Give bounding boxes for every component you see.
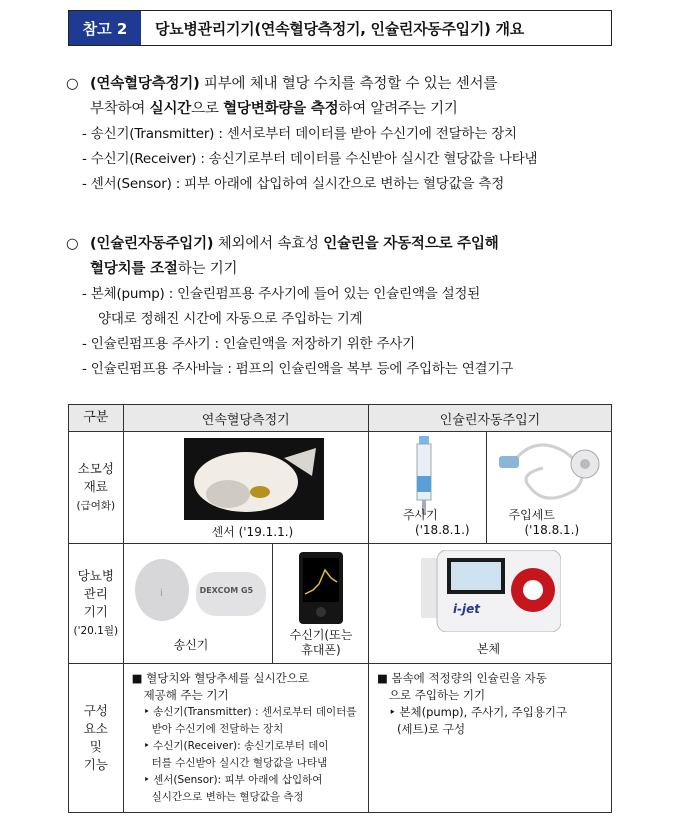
syringe-caption: 주사기	[402, 508, 438, 522]
pump-item-body: - 본체(pump) : 인슐린펌프용 주사기에 들어 있는 인슐린액을 설정된	[82, 286, 481, 302]
cgm-intro-line2: 부착하여 실시간으로 혈당변화량을 측정하여 알려주는 기기	[90, 101, 458, 117]
row-label-consumables: 소모성 재료 (급여화)	[69, 432, 124, 544]
table-row	[69, 432, 612, 544]
pump-infusion-set-cell: 주입세트 ('18.8.1.)	[486, 432, 612, 544]
reference-tag: 참고 2	[69, 11, 141, 45]
dexcom-label: DEXCOM G5	[199, 586, 254, 595]
pump-item-body-cont: 양대로 정해진 시간에 자동으로 주입하는 기계	[98, 311, 363, 327]
cgm-item-sensor: - 센서(Sensor) : 피부 아래에 삽입하여 실시간으로 변하는 혈당값을 측정	[82, 176, 505, 192]
pump-item-needle: - 인슐린펌프용 주사바늘 : 펌프의 인슐린액을 복부 등에 주입하는 연결기구	[82, 361, 514, 377]
device-comparison-table	[68, 404, 612, 813]
cgm-intro-line1: ○ (연속혈당측정기) 피부에 체내 혈당 수치를 측정할 수 있는 센서를	[66, 76, 498, 92]
header-category: 구분	[69, 405, 124, 432]
table-header-row	[69, 405, 612, 432]
transmitter-cell	[123, 544, 272, 664]
pump-item-syringe: - 인슐린펌프용 주사기 : 인슐린액을 저장하기 위한 주사기	[82, 336, 416, 352]
pump-body-cell	[368, 544, 611, 664]
section-header	[68, 10, 612, 46]
sensor-caption: 센서 ('19.1.1.)	[211, 525, 294, 539]
sensor-patch-image	[184, 438, 324, 520]
pump-function-cell: ■ 몸속에 적정량의 인슐린을 자동 으로 주입하는 기기 ‣ 본체(pump), 주사기, 주입용기구 (세트)로 구성	[368, 664, 611, 813]
pump-intro-line1: ○ (인슐린자동주입기) 체외에서 속효성 인슐린을 자동적으로 주입해	[66, 236, 499, 252]
row-label-function: 구성 요소 및 기능	[69, 664, 124, 813]
cgm-section	[66, 72, 626, 197]
table-row	[69, 664, 612, 813]
svg-text:i: i	[159, 588, 163, 599]
header-pump: 인슐린자동주입기	[368, 405, 611, 432]
pump-brand: i-jet	[452, 602, 481, 616]
pump-syringe-cell: 주사기 ('18.8.1.)	[368, 432, 486, 544]
receiver-caption: 수신기(또는 휴대폰)	[289, 628, 353, 657]
header-cgm: 연속혈당측정기	[123, 405, 368, 432]
page-title: 당뇨병관리기기(연속혈당측정기, 인슐린자동주입기) 개요	[155, 19, 524, 38]
cgm-lead: (연속혈당측정기)	[90, 76, 200, 92]
transmitter-caption: 송신기	[173, 638, 209, 652]
syringe-image	[413, 436, 435, 516]
pump-section	[66, 232, 626, 382]
infusion-set-caption: 주입세트	[508, 508, 555, 522]
table-row	[69, 544, 612, 664]
cgm-function-cell: ■ 혈당치와 혈당추세를 실시간으로 제공해 주는 기기 ‣ 송신기(Transmitter) : 센서로부터 데이터를 받아 수신기에 전달하는 장치 ‣ 수신기(Receiver): 송신기로부터 데이 터를 수신받아 실시간 혈당값을 나타냄 ‣ 센서(Sensor): 피부 아래에 삽입하여 실시간으로 변하는 혈당값을 측정	[123, 664, 368, 813]
insulin-pump-image	[421, 550, 561, 632]
infusion-set-image	[495, 438, 605, 508]
row-label-devices: 당뇨병 관리 기기 ('20.1월)	[69, 544, 124, 664]
cgm-sensor-cell	[123, 432, 368, 544]
pump-intro-line2: 혈당치를 조절하는 기기	[90, 261, 238, 277]
pump-body-caption: 본체	[476, 642, 501, 656]
cgm-item-transmitter: - 송신기(Transmitter) : 센서로부터 데이터를 받아 수신기에 전달하는 장치	[82, 126, 517, 142]
receiver-cell	[272, 544, 368, 664]
receiver-image	[299, 552, 343, 624]
cgm-item-receiver: - 수신기(Receiver) : 송신기로부터 데이터를 수신받아 실시간 혈당값을 나타냄	[82, 151, 538, 167]
